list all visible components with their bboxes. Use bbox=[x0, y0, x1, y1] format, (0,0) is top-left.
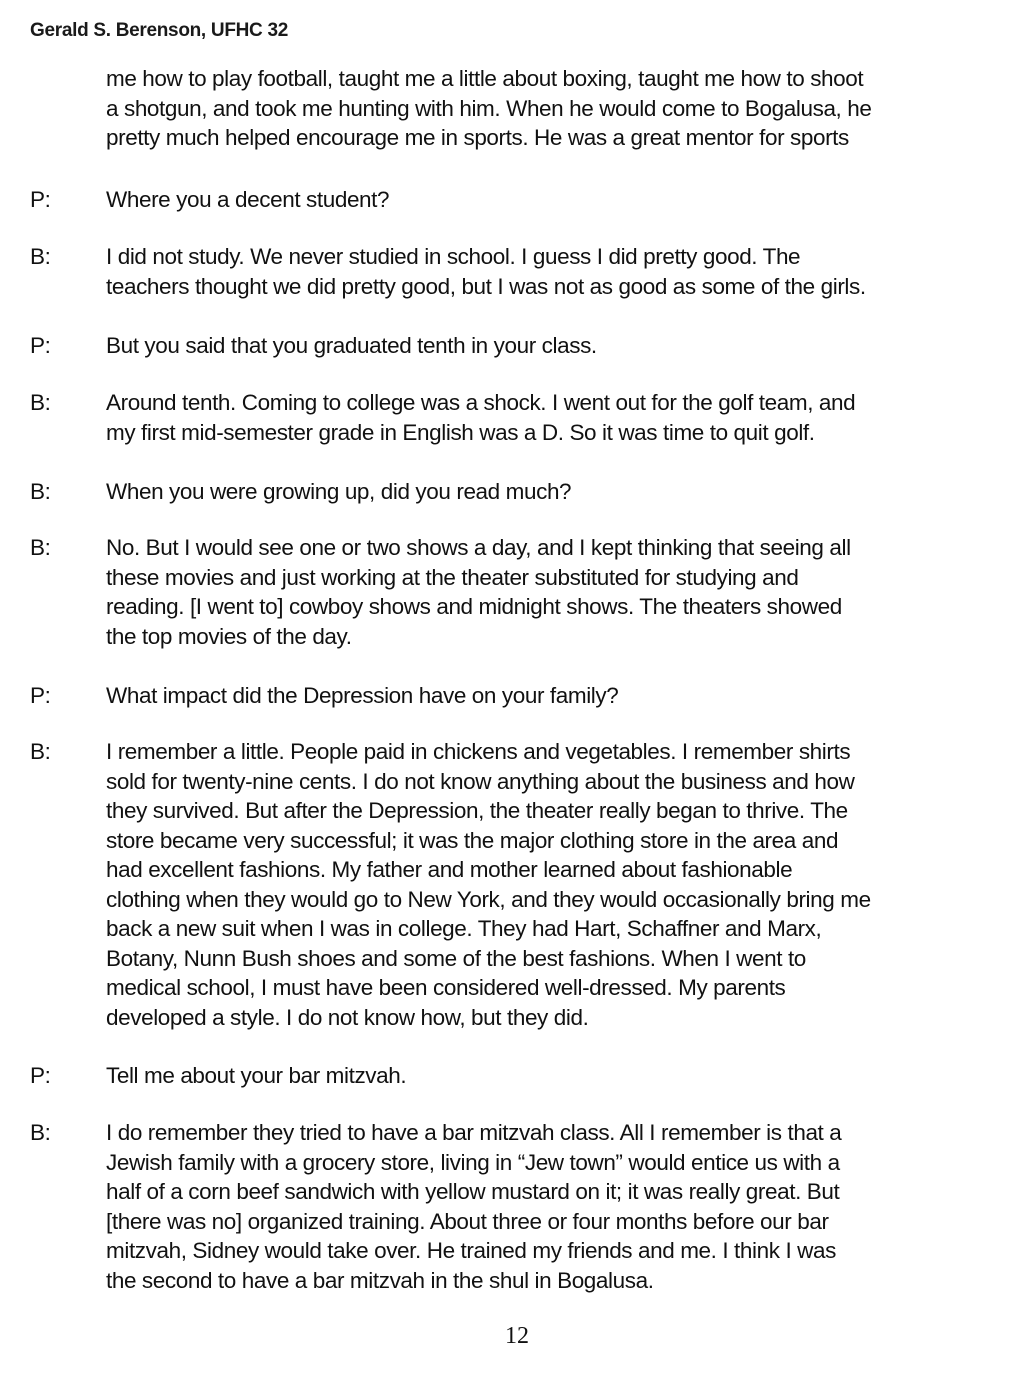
speaker-label: B: bbox=[30, 479, 51, 504]
text-line: a shotgun, and took me hunting with him. When he would come to Bogalusa, he bbox=[106, 95, 872, 121]
text-line: reading. [I went to] cowboy shows and midnight shows. The theaters showed bbox=[106, 594, 842, 619]
text-line: [there was no] organized training. About three or four months before our bar bbox=[106, 1208, 829, 1234]
text-line: store became very successful; it was the major clothing store in the area and bbox=[106, 827, 839, 853]
text-line: medical school, I must have been considered well-dressed. My parents bbox=[106, 975, 786, 1000]
speaker-label: B: bbox=[30, 390, 51, 415]
text-line: Tell me about your bar mitzvah. bbox=[106, 1063, 407, 1088]
text-line: teachers thought we did pretty good, but I was not as good as some of the girls. bbox=[106, 273, 866, 299]
text-line: had excellent fashions. My father and mother learned about fashionable bbox=[106, 857, 793, 882]
text-line: I remember a little. People paid in chickens and vegetables. I remember shirts bbox=[106, 739, 851, 764]
text-line: But you said that you graduated tenth in your class. bbox=[106, 333, 597, 358]
text-line: Jewish family with a grocery store, living in “Jew town” would entice us with a bbox=[106, 1149, 840, 1175]
utterance bbox=[106, 1118, 1006, 1295]
utterance bbox=[106, 737, 1006, 1032]
text-line: Where you a decent student? bbox=[106, 187, 390, 212]
text-line: they survived. But after the Depression, the theater really began to thrive. The bbox=[106, 798, 848, 823]
text-line: Around tenth. Coming to college was a shock. I went out for the golf team, and bbox=[106, 390, 856, 415]
speaker-label: P: bbox=[30, 187, 51, 212]
text-line: my first mid-semester grade in English was a D. So it was time to quit golf. bbox=[106, 419, 815, 445]
speaker-label: B: bbox=[30, 739, 51, 764]
speaker-label: P: bbox=[30, 683, 51, 708]
text-line: the second to have a bar mitzvah in the shul in Bogalusa. bbox=[106, 1267, 654, 1293]
utterance bbox=[106, 331, 1006, 361]
page-number: 12 bbox=[505, 1323, 529, 1349]
text-line: sold for twenty-nine cents. I do not know anything about the business and how bbox=[106, 768, 855, 794]
utterance bbox=[106, 388, 1006, 447]
speaker-label: B: bbox=[30, 244, 51, 269]
speaker-label: P: bbox=[30, 333, 51, 358]
text-line: No. But I would see one or two shows a day, and I kept thinking that seeing all bbox=[106, 535, 851, 560]
text-line: developed a style. I do not know how, but they did. bbox=[106, 1004, 589, 1030]
speaker-label: B: bbox=[30, 1120, 51, 1145]
text-line: I did not study. We never studied in school. I guess I did pretty good. The bbox=[106, 244, 801, 269]
text-line: these movies and just working at the theater substituted for studying and bbox=[106, 564, 799, 590]
text-line: What impact did the Depression have on your family? bbox=[106, 683, 619, 708]
text-line: back a new suit when I was in college. They had Hart, Schaffner and Marx, bbox=[106, 916, 822, 941]
text-line: clothing when they would go to New York, and they would occasionally bring me bbox=[106, 886, 871, 912]
utterance bbox=[106, 185, 1006, 215]
text-line: When you were growing up, did you read much? bbox=[106, 479, 572, 504]
speaker-label: B: bbox=[30, 535, 51, 560]
text-line: mitzvah, Sidney would take over. He trained my friends and me. I think I was bbox=[106, 1238, 836, 1263]
text-line: pretty much helped encourage me in sports. He was a great mentor for sports bbox=[106, 125, 849, 150]
utterance bbox=[106, 533, 1006, 651]
utterance bbox=[106, 242, 1006, 301]
text-line: Botany, Nunn Bush shoes and some of the best fashions. When I went to bbox=[106, 945, 806, 971]
text-line: me how to play football, taught me a little about boxing, taught me how to shoot bbox=[106, 66, 864, 91]
continuation-paragraph bbox=[106, 64, 1006, 153]
speaker-label: P: bbox=[30, 1063, 51, 1088]
text-line: half of a corn beef sandwich with yellow mustard on it; it was really great. But bbox=[106, 1179, 840, 1204]
utterance bbox=[106, 1061, 1006, 1091]
text-line: the top movies of the day. bbox=[106, 623, 352, 649]
utterance bbox=[106, 681, 1006, 711]
text-line: I do remember they tried to have a bar mitzvah class. All I remember is that a bbox=[106, 1120, 842, 1145]
utterance bbox=[106, 477, 1006, 507]
running-head: Gerald S. Berenson, UFHC 32 bbox=[30, 20, 288, 41]
